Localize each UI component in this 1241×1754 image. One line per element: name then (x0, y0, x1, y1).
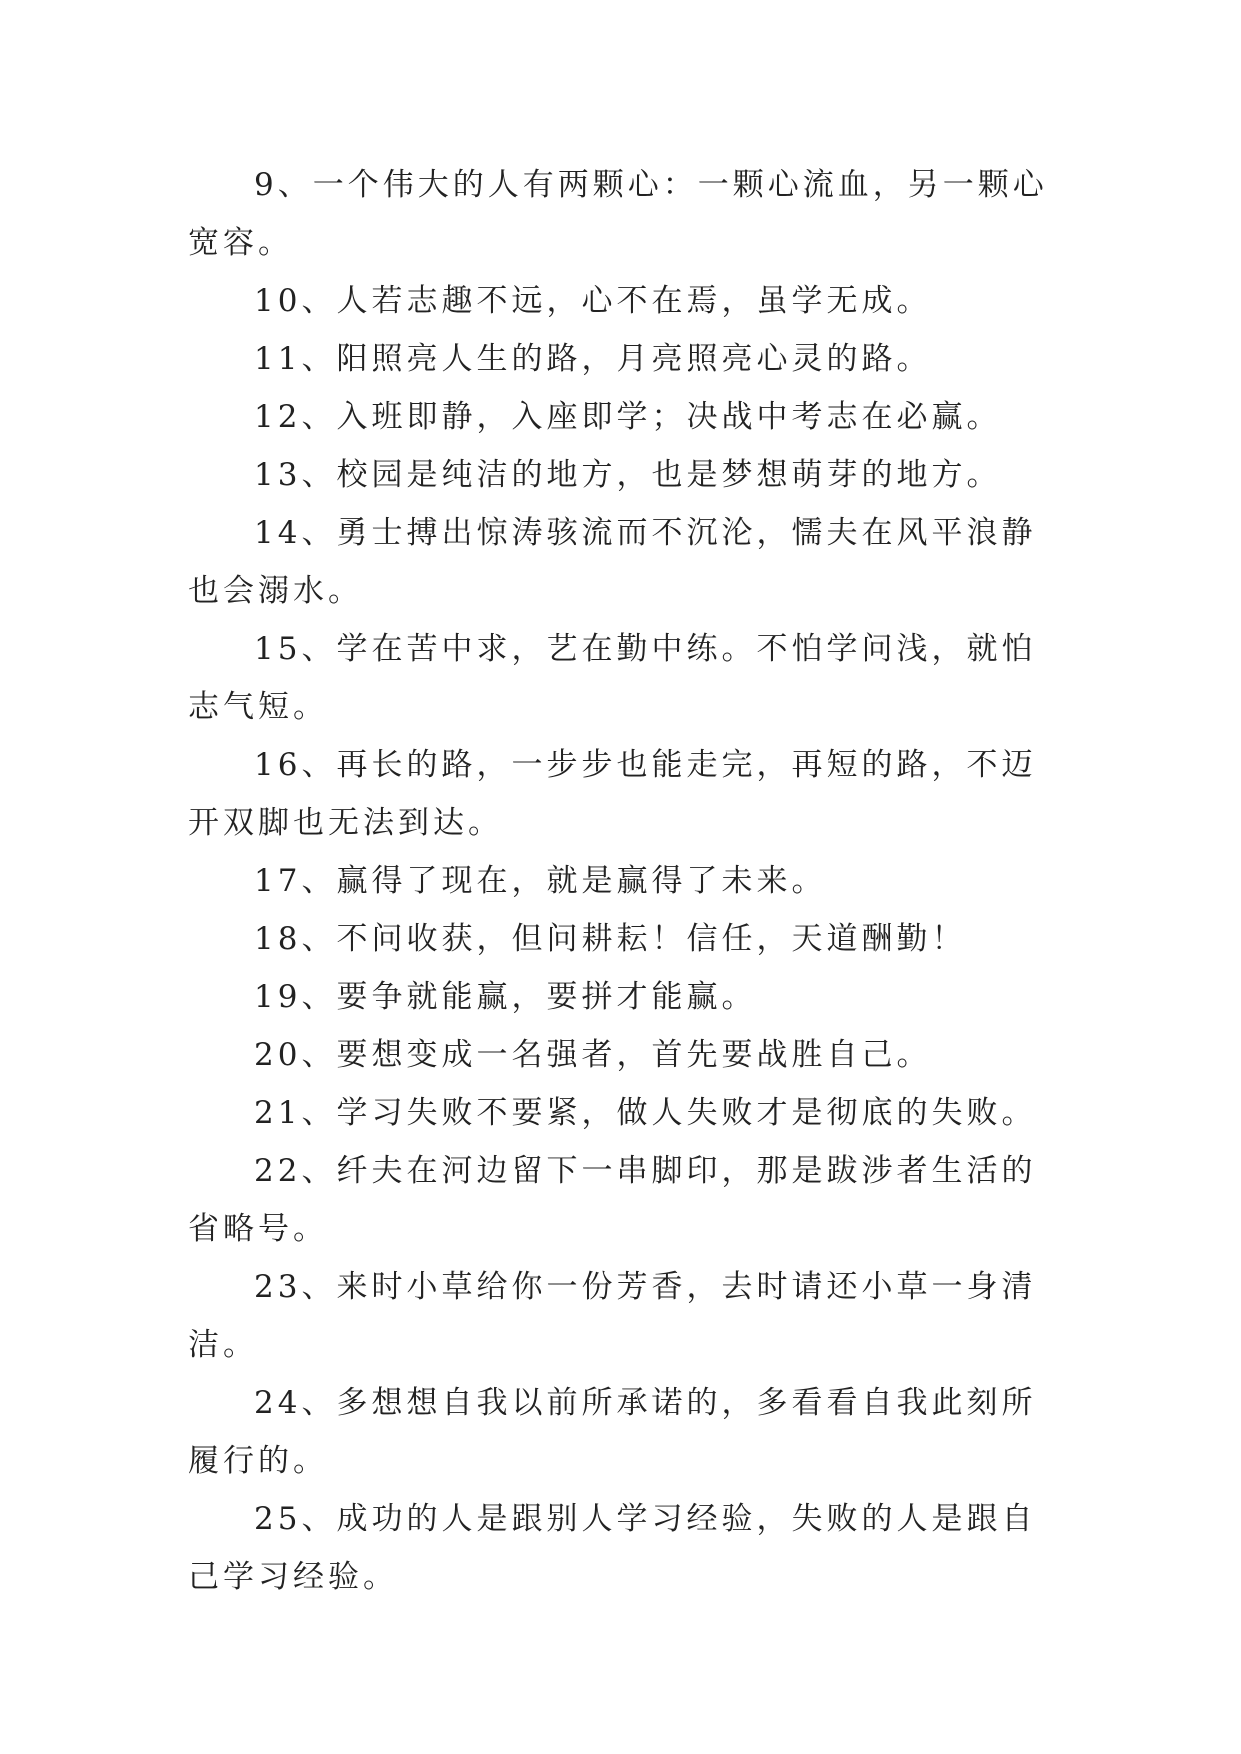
quote-item: 10、人若志趣不远，心不在焉，虽学无成。 (254, 283, 932, 319)
quote-item: 12、入班即静，入座即学；决战中考志在必赢。 (254, 399, 1002, 435)
quote-item: 19、要争就能赢，要拼才能赢。 (254, 979, 757, 1015)
quote-item: 13、校园是纯洁的地方，也是梦想萌芽的地方。 (254, 457, 1002, 493)
quote-item: 17、赢得了现在，就是赢得了未来。 (254, 863, 827, 899)
quote-item: 14、勇士搏出惊涛骇流而不沉沦，懦夫在风平浪静也会溺水。 (188, 515, 1037, 609)
quote-item: 24、多想想自我以前所承诺的，多看看自我此刻所履行的。 (188, 1385, 1037, 1479)
quote-item: 22、纤夫在河边留下一串脚印，那是跋涉者生活的省略号。 (188, 1153, 1037, 1247)
quote-item: 21、学习失败不要紧，做人失败才是彻底的失败。 (254, 1095, 1037, 1131)
quote-item: 25、成功的人是跟别人学习经验，失败的人是跟自己学习经验。 (188, 1501, 1037, 1595)
quote-item: 9、一个伟大的人有两颗心：一颗心流血，另一颗心宽容。 (188, 167, 1048, 261)
quote-list (188, 156, 1068, 1606)
quote-item: 20、要想变成一名强者，首先要战胜自己。 (254, 1037, 932, 1073)
quote-item: 16、再长的路，一步步也能走完，再短的路，不迈开双脚也无法到达。 (188, 747, 1037, 841)
quote-item: 23、来时小草给你一份芳香，去时请还小草一身清洁。 (188, 1269, 1037, 1363)
quote-item: 15、学在苦中求，艺在勤中练。不怕学问浅，就怕志气短。 (188, 631, 1037, 725)
quote-item: 18、不问收获，但问耕耘！信任，天道酬勤！ (254, 921, 967, 957)
quote-item: 11、阳照亮人生的路，月亮照亮心灵的路。 (254, 341, 932, 377)
